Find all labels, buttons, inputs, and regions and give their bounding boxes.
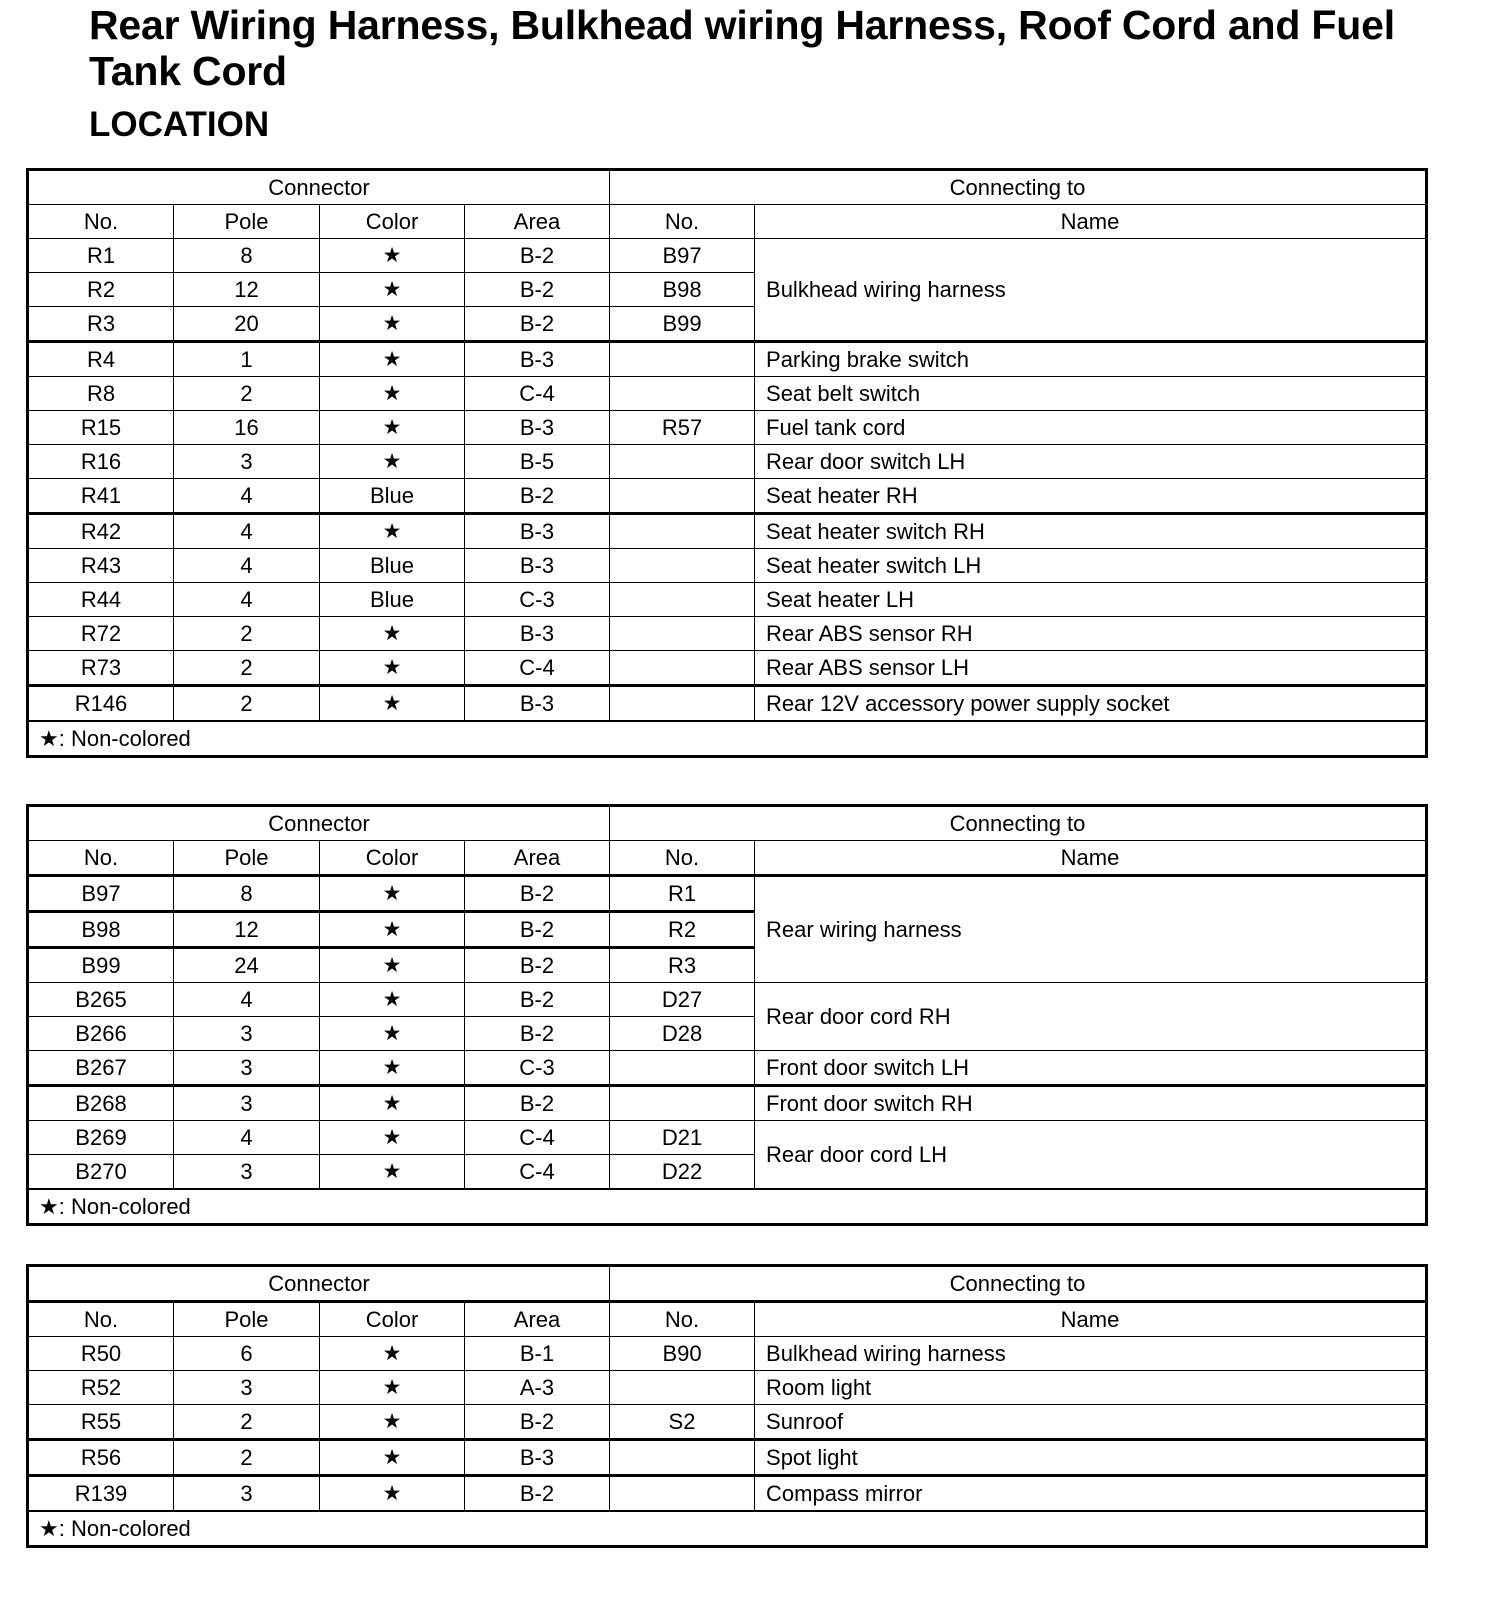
column-header-color: Color (320, 205, 465, 239)
cell-area: B-3 (465, 549, 610, 583)
group-header-connecting-to: Connecting to (610, 1266, 1427, 1302)
column-header-pole: Pole (174, 205, 320, 239)
cell-pole: 3 (174, 1476, 320, 1512)
cell-area: B-2 (465, 1405, 610, 1440)
table-row (28, 983, 1427, 1017)
cell-name: Rear door cord RH (755, 983, 1427, 1051)
table-row (28, 876, 1427, 912)
cell-area: B-2 (465, 912, 610, 948)
cell-to-no: R57 (610, 411, 755, 445)
cell-pole: 8 (174, 876, 320, 912)
cell-color: ★ (320, 983, 465, 1017)
cell-pole: 8 (174, 239, 320, 273)
cell-pole: 3 (174, 1086, 320, 1121)
column-header-no: No. (28, 841, 174, 876)
cell-pole: 2 (174, 1405, 320, 1440)
cell-name: Seat heater LH (755, 583, 1427, 617)
cell-color: ★ (320, 514, 465, 549)
cell-no: R4 (28, 342, 174, 377)
cell-name: Rear ABS sensor LH (755, 651, 1427, 686)
cell-color: ★ (320, 273, 465, 307)
cell-to-no (610, 1371, 755, 1405)
table-row (28, 1405, 1427, 1440)
non-colored-note: ★: Non-colored (28, 721, 1427, 757)
cell-pole: 16 (174, 411, 320, 445)
cell-no: B97 (28, 876, 174, 912)
cell-no: R41 (28, 479, 174, 514)
cell-area: B-3 (465, 514, 610, 549)
cell-to-no: B97 (610, 239, 755, 273)
cell-no: R146 (28, 686, 174, 722)
cell-name: Front door switch RH (755, 1086, 1427, 1121)
cell-area: B-2 (465, 479, 610, 514)
cell-area: C-4 (465, 377, 610, 411)
cell-name: Spot light (755, 1440, 1427, 1476)
column-header-color: Color (320, 1302, 465, 1337)
cell-color: ★ (320, 342, 465, 377)
table-group-header-row (28, 170, 1427, 205)
table-note-row (28, 1189, 1427, 1225)
cell-pole: 2 (174, 377, 320, 411)
page-title: Rear Wiring Harness, Bulkhead wiring Harness, Roof Cord and Fuel Tank Cord (89, 2, 1395, 94)
cell-to-no (610, 479, 755, 514)
cell-color: ★ (320, 948, 465, 983)
cell-color: ★ (320, 1405, 465, 1440)
cell-to-no: B90 (610, 1337, 755, 1371)
group-header-connecting-to: Connecting to (610, 806, 1427, 841)
cell-area: B-3 (465, 342, 610, 377)
cell-color: ★ (320, 1051, 465, 1086)
cell-no: R50 (28, 1337, 174, 1371)
cell-area: B-3 (465, 617, 610, 651)
cell-area: B-5 (465, 445, 610, 479)
cell-to-no (610, 583, 755, 617)
cell-to-no (610, 342, 755, 377)
cell-pole: 3 (174, 445, 320, 479)
cell-area: B-3 (465, 686, 610, 722)
cell-color: Blue (320, 583, 465, 617)
table-row (28, 1086, 1427, 1121)
cell-area: B-2 (465, 273, 610, 307)
cell-no: B99 (28, 948, 174, 983)
cell-color: ★ (320, 912, 465, 948)
cell-no: R8 (28, 377, 174, 411)
cell-pole: 24 (174, 948, 320, 983)
column-header-area: Area (465, 205, 610, 239)
cell-color: ★ (320, 876, 465, 912)
cell-color: ★ (320, 377, 465, 411)
cell-name: Fuel tank cord (755, 411, 1427, 445)
table-column-header-row (28, 841, 1427, 876)
cell-color: Blue (320, 549, 465, 583)
cell-to-no: R3 (610, 948, 755, 983)
cell-to-no (610, 1051, 755, 1086)
column-header-name: Name (755, 841, 1427, 876)
cell-to-no: B98 (610, 273, 755, 307)
cell-area: B-2 (465, 1476, 610, 1512)
cell-color: ★ (320, 1017, 465, 1051)
section-heading: LOCATION (89, 105, 270, 144)
cell-color: ★ (320, 1086, 465, 1121)
table-row (28, 583, 1427, 617)
cell-to-no (610, 549, 755, 583)
cell-color: Blue (320, 479, 465, 514)
cell-pole: 3 (174, 1371, 320, 1405)
table-row (28, 1121, 1427, 1155)
cell-to-no (610, 686, 755, 722)
cell-name: Parking brake switch (755, 342, 1427, 377)
cell-no: B267 (28, 1051, 174, 1086)
column-header-area: Area (465, 841, 610, 876)
cell-name: Seat heater RH (755, 479, 1427, 514)
cell-to-no: R2 (610, 912, 755, 948)
cell-no: R55 (28, 1405, 174, 1440)
cell-color: ★ (320, 617, 465, 651)
cell-area: C-3 (465, 1051, 610, 1086)
cell-name: Seat heater switch LH (755, 549, 1427, 583)
column-header-no: No. (28, 205, 174, 239)
cell-no: R52 (28, 1371, 174, 1405)
cell-area: B-1 (465, 1337, 610, 1371)
cell-no: B98 (28, 912, 174, 948)
cell-area: B-2 (465, 1017, 610, 1051)
cell-pole: 3 (174, 1051, 320, 1086)
cell-no: R1 (28, 239, 174, 273)
cell-color: ★ (320, 307, 465, 342)
column-header-to-no: No. (610, 841, 755, 876)
group-header-connector: Connector (28, 1266, 610, 1302)
cell-name: Rear door cord LH (755, 1121, 1427, 1190)
cell-to-no: D21 (610, 1121, 755, 1155)
cell-to-no: D27 (610, 983, 755, 1017)
cell-color: ★ (320, 1155, 465, 1190)
cell-name: Room light (755, 1371, 1427, 1405)
cell-color: ★ (320, 686, 465, 722)
cell-no: R73 (28, 651, 174, 686)
table-row (28, 651, 1427, 686)
table-row (28, 479, 1427, 514)
cell-to-no: R1 (610, 876, 755, 912)
cell-pole: 4 (174, 583, 320, 617)
table-row (28, 1371, 1427, 1405)
cell-area: B-3 (465, 1440, 610, 1476)
cell-area: C-4 (465, 1155, 610, 1190)
cell-name: Rear wiring harness (755, 876, 1427, 983)
cell-to-no: D22 (610, 1155, 755, 1190)
cell-name: Rear door switch LH (755, 445, 1427, 479)
cell-color: ★ (320, 1440, 465, 1476)
table-column-header-row (28, 205, 1427, 239)
cell-name: Seat heater switch RH (755, 514, 1427, 549)
cell-pole: 2 (174, 686, 320, 722)
cell-name: Seat belt switch (755, 377, 1427, 411)
table-row (28, 1476, 1427, 1512)
cell-pole: 12 (174, 912, 320, 948)
cell-area: B-2 (465, 876, 610, 912)
cell-pole: 1 (174, 342, 320, 377)
column-header-pole: Pole (174, 841, 320, 876)
cell-no: R44 (28, 583, 174, 617)
cell-name: Front door switch LH (755, 1051, 1427, 1086)
table-row (28, 342, 1427, 377)
group-header-connector: Connector (28, 806, 610, 841)
cell-area: B-2 (465, 948, 610, 983)
table-row (28, 514, 1427, 549)
cell-to-no (610, 617, 755, 651)
cell-area: C-3 (465, 583, 610, 617)
column-header-color: Color (320, 841, 465, 876)
table-row (28, 1337, 1427, 1371)
cell-area: C-4 (465, 651, 610, 686)
cell-pole: 4 (174, 479, 320, 514)
cell-area: B-2 (465, 239, 610, 273)
cell-no: R56 (28, 1440, 174, 1476)
cell-pole: 2 (174, 617, 320, 651)
cell-to-no (610, 1086, 755, 1121)
cell-area: B-2 (465, 1086, 610, 1121)
cell-no: R16 (28, 445, 174, 479)
cell-to-no (610, 514, 755, 549)
cell-area: B-3 (465, 411, 610, 445)
table-note-row (28, 1511, 1427, 1547)
cell-pole: 4 (174, 549, 320, 583)
cell-no: R43 (28, 549, 174, 583)
connector-table-bulkhead-wiring-harness (26, 804, 1428, 1226)
table-column-header-row (28, 1302, 1427, 1337)
cell-pole: 12 (174, 273, 320, 307)
cell-area: B-2 (465, 307, 610, 342)
table-row (28, 377, 1427, 411)
table-row (28, 411, 1427, 445)
cell-no: R72 (28, 617, 174, 651)
cell-color: ★ (320, 1337, 465, 1371)
cell-color: ★ (320, 1476, 465, 1512)
cell-name: Bulkhead wiring harness (755, 239, 1427, 342)
table-row (28, 1440, 1427, 1476)
cell-pole: 6 (174, 1337, 320, 1371)
table-row (28, 549, 1427, 583)
cell-no: B266 (28, 1017, 174, 1051)
table-row (28, 445, 1427, 479)
cell-name: Rear 12V accessory power supply socket (755, 686, 1427, 722)
table-row (28, 239, 1427, 273)
table-row (28, 617, 1427, 651)
cell-to-no: B99 (610, 307, 755, 342)
table-row (28, 686, 1427, 722)
cell-color: ★ (320, 1121, 465, 1155)
cell-name: Bulkhead wiring harness (755, 1337, 1427, 1371)
cell-to-no: S2 (610, 1405, 755, 1440)
column-header-name: Name (755, 205, 1427, 239)
cell-to-no (610, 1440, 755, 1476)
column-header-to-no: No. (610, 1302, 755, 1337)
cell-pole: 2 (174, 1440, 320, 1476)
cell-to-no (610, 1476, 755, 1512)
column-header-name: Name (755, 1302, 1427, 1337)
non-colored-note: ★: Non-colored (28, 1189, 1427, 1225)
connector-table-roof-cord (26, 1264, 1428, 1548)
cell-name: Compass mirror (755, 1476, 1427, 1512)
column-header-pole: Pole (174, 1302, 320, 1337)
column-header-no: No. (28, 1302, 174, 1337)
cell-no: B270 (28, 1155, 174, 1190)
cell-no: B268 (28, 1086, 174, 1121)
cell-color: ★ (320, 411, 465, 445)
cell-area: A-3 (465, 1371, 610, 1405)
table-group-header-row (28, 1266, 1427, 1302)
table-row (28, 1051, 1427, 1086)
cell-to-no (610, 651, 755, 686)
cell-no: R42 (28, 514, 174, 549)
cell-no: B269 (28, 1121, 174, 1155)
cell-pole: 4 (174, 1121, 320, 1155)
cell-color: ★ (320, 239, 465, 273)
column-header-to-no: No. (610, 205, 755, 239)
cell-name: Sunroof (755, 1405, 1427, 1440)
cell-to-no: D28 (610, 1017, 755, 1051)
cell-pole: 3 (174, 1017, 320, 1051)
cell-no: R139 (28, 1476, 174, 1512)
cell-pole: 20 (174, 307, 320, 342)
cell-no: R2 (28, 273, 174, 307)
cell-no: B265 (28, 983, 174, 1017)
cell-color: ★ (320, 445, 465, 479)
cell-pole: 2 (174, 651, 320, 686)
connector-table-rear-wiring-harness (26, 168, 1428, 758)
cell-to-no (610, 377, 755, 411)
table-group-header-row (28, 806, 1427, 841)
cell-color: ★ (320, 1371, 465, 1405)
non-colored-note: ★: Non-colored (28, 1511, 1427, 1547)
cell-area: B-2 (465, 983, 610, 1017)
cell-no: R3 (28, 307, 174, 342)
cell-no: R15 (28, 411, 174, 445)
cell-pole: 4 (174, 514, 320, 549)
group-header-connector: Connector (28, 170, 610, 205)
cell-pole: 4 (174, 983, 320, 1017)
cell-name: Rear ABS sensor RH (755, 617, 1427, 651)
cell-area: C-4 (465, 1121, 610, 1155)
group-header-connecting-to: Connecting to (610, 170, 1427, 205)
cell-color: ★ (320, 651, 465, 686)
cell-to-no (610, 445, 755, 479)
cell-pole: 3 (174, 1155, 320, 1190)
column-header-area: Area (465, 1302, 610, 1337)
table-note-row (28, 721, 1427, 757)
